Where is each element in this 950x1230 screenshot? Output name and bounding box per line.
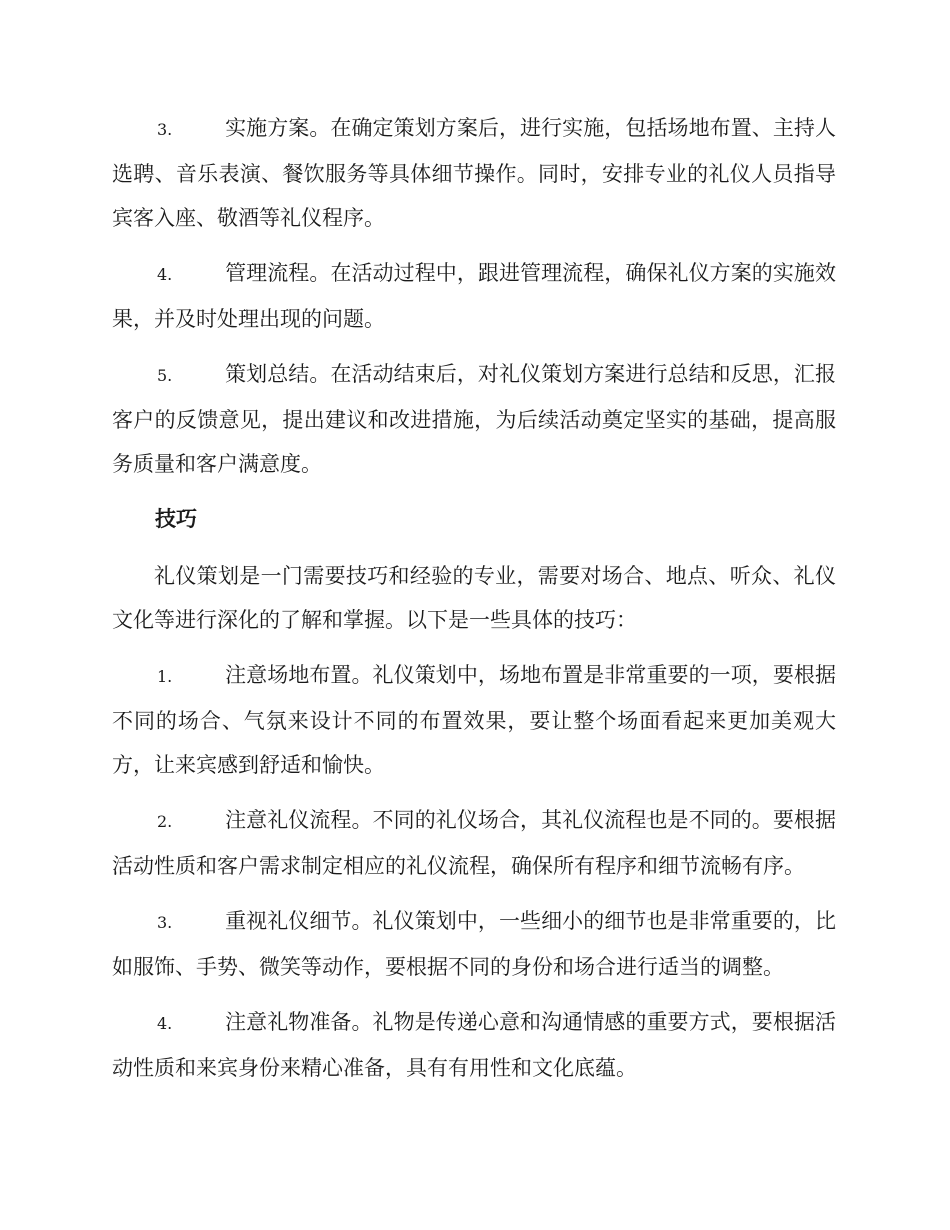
list-text: 重视礼仪细节。礼仪策划中，一些细小的细节也是非常重要的，比如服饰、手势、微笑等动作，要根据不同的身份和场合进行适当的调整。: [112, 909, 836, 979]
list-text: 注意礼仪流程。不同的礼仪场合，其礼仪流程也是不同的。要根据活动性质和客户需求制定相应的礼仪流程，确保所有程序和细节流畅有序。: [112, 808, 836, 878]
section-heading: 技巧: [155, 506, 197, 531]
list-text: 实施方案。在确定策划方案后，进行实施，包括场地布置、主持人选聘、音乐表演、餐饮服务等具体细节操作。同时，安排专业的礼仪人员指导宾客入座、敬酒等礼仪程序。: [112, 116, 836, 230]
list-item: [112, 798, 836, 888]
list-item: [112, 352, 836, 486]
list-number: 1.: [157, 667, 173, 686]
list-text: 注意礼物准备。礼物是传递心意和沟通情感的重要方式，要根据活动性质和来宾身份来精心准备，具有有用性和文化底蕴。: [112, 1010, 836, 1080]
list-number: 4.: [157, 1014, 173, 1033]
list-item: [112, 653, 836, 787]
list-item: [112, 106, 836, 240]
list-item: [112, 251, 836, 341]
list-item: [112, 899, 836, 989]
list-text: 注意场地布置。礼仪策划中，场地布置是非常重要的一项，要根据不同的场合、气氛来设计不同的布置效果，要让整个场面看起来更加美观大方，让来宾感到舒适和愉快。: [112, 663, 836, 777]
list-item: [112, 1000, 836, 1090]
intro-paragraph: 礼仪策划是一门需要技巧和经验的专业，需要对场合、地点、听众、礼仪文化等进行深化的了解和掌握。以下是一些具体的技巧：: [112, 564, 836, 632]
list-number: 4.: [157, 265, 173, 284]
list-text: 管理流程。在活动过程中，跟进管理流程，确保礼仪方案的实施效果，并及时处理出现的问题。: [112, 261, 836, 331]
list-text: 策划总结。在活动结束后，对礼仪策划方案进行总结和反思，汇报客户的反馈意见，提出建议和改进措施，为后续活动奠定坚实的基础，提高服务质量和客户满意度。: [112, 362, 836, 476]
list-number: 2.: [157, 812, 173, 831]
document-body: [112, 106, 836, 1101]
list-number: 3.: [157, 913, 173, 932]
list-number: 3.: [157, 120, 173, 139]
list-number: 5.: [157, 366, 173, 385]
